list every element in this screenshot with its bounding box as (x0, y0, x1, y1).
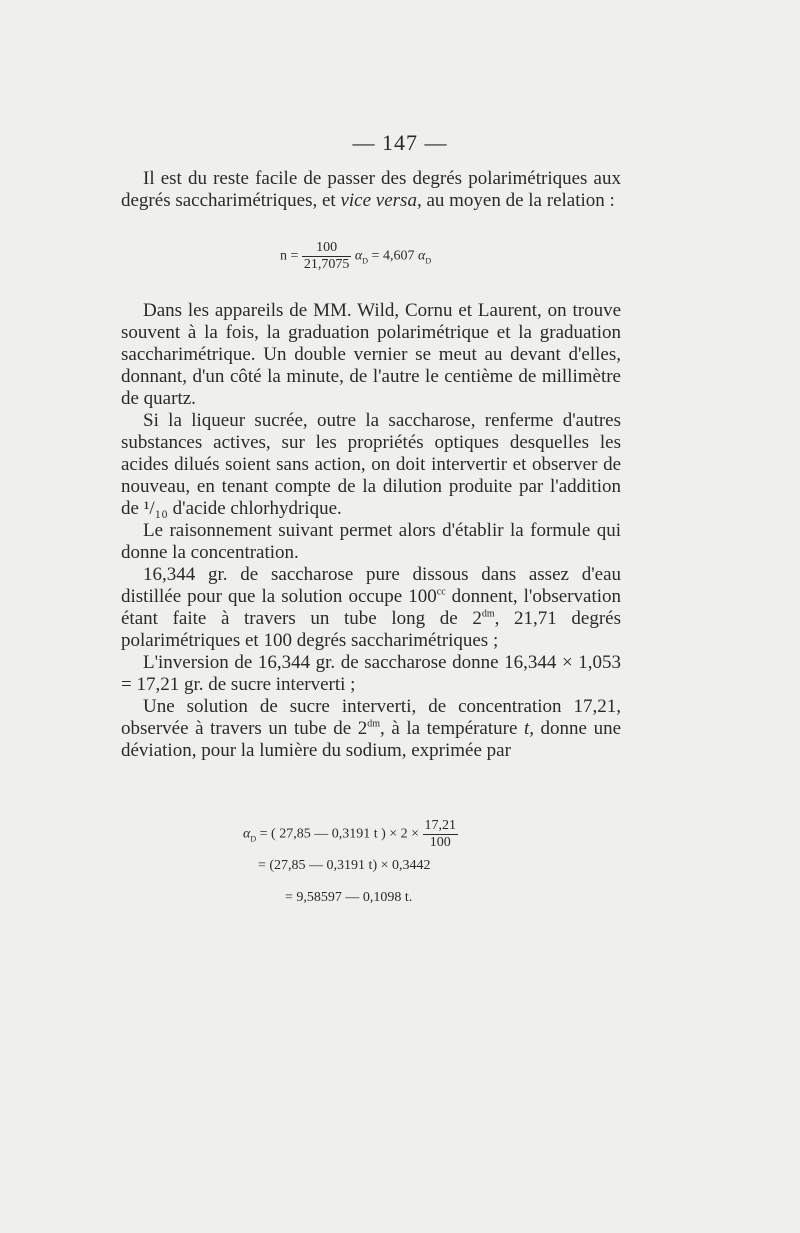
formula-conversion: n = $\frac{100}{21,7075}$ $\alpha_D = 4,607$ $\alpha_D$ (280, 240, 432, 272)
paragraph-6: L'inversion de 16,344 gr. de saccharose donne 16,344 × 1,053 = 17,21 gr. de sucre interverti ; (121, 652, 621, 695)
formula2-fraction: $\frac{17,21}{100}$ (424, 818, 457, 850)
formula-fraction: $\frac{100}{21,7075}$ (303, 240, 350, 272)
paragraph-2: Dans les appareils de MM. Wild, Cornu et Laurent, on trouve souvent à la fois, la graduation polarimétrique et la graduation saccharimétrique. Un double vernier se meut au devant d'elles, donnant, d'un côté la minute, de l'autre le centième de millimètre de quartz. (121, 300, 621, 409)
paragraph-7: Une solution de sucre interverti, de concentration 17,21, observée à travers un tube de $2^{dm}$, à la température t, donne une déviation, pour la lumière du sodium, exprimée par (121, 696, 621, 761)
paragraph-5: 16,344 gr. de saccharose pure dissous dans assez d'eau distillée pour que la solution occupe $100^{cc}$ donnent, l'observation étant faite à travers un tube long de $2^{dm}$, 21,71 degrés polarimétriques et 100 degrés saccharimétriques ; (121, 564, 622, 651)
paragraph-1: Il est du reste facile de passer des degrés polarimétriques aux degrés saccharimétriques, et vice versa, au moyen de la relation : (121, 168, 621, 211)
formula-deviation-line2: = (27,85 — 0,3191 t) × 0,3442 (258, 858, 431, 873)
formula-deviation-line3: = 9,58597 — 0,1098 t. (285, 890, 413, 905)
body-text-main (121, 300, 621, 762)
page-number: — 147 — (352, 130, 448, 155)
paragraph-3: Si la liqueur sucrée, outre la saccharose, renferme d'autres substances actives, sur les propriétés optiques desquelles les acides dilués soient sans action, on doit intervertir et observer de nouveau, en tenant compte de la dilution produite par l'addition de ¹/₁₀ d'acide chlorhydrique. (121, 410, 621, 519)
body-text-top (121, 168, 621, 212)
paragraph-4: Le raisonnement suivant permet alors d'établir la formule qui donne la concentration. (121, 520, 621, 563)
formula-deviation-line1: $\alpha_D$ = ( 27,85 — 0,3191 t ) × 2 × $\frac{17,21}{100}$ (243, 818, 457, 850)
